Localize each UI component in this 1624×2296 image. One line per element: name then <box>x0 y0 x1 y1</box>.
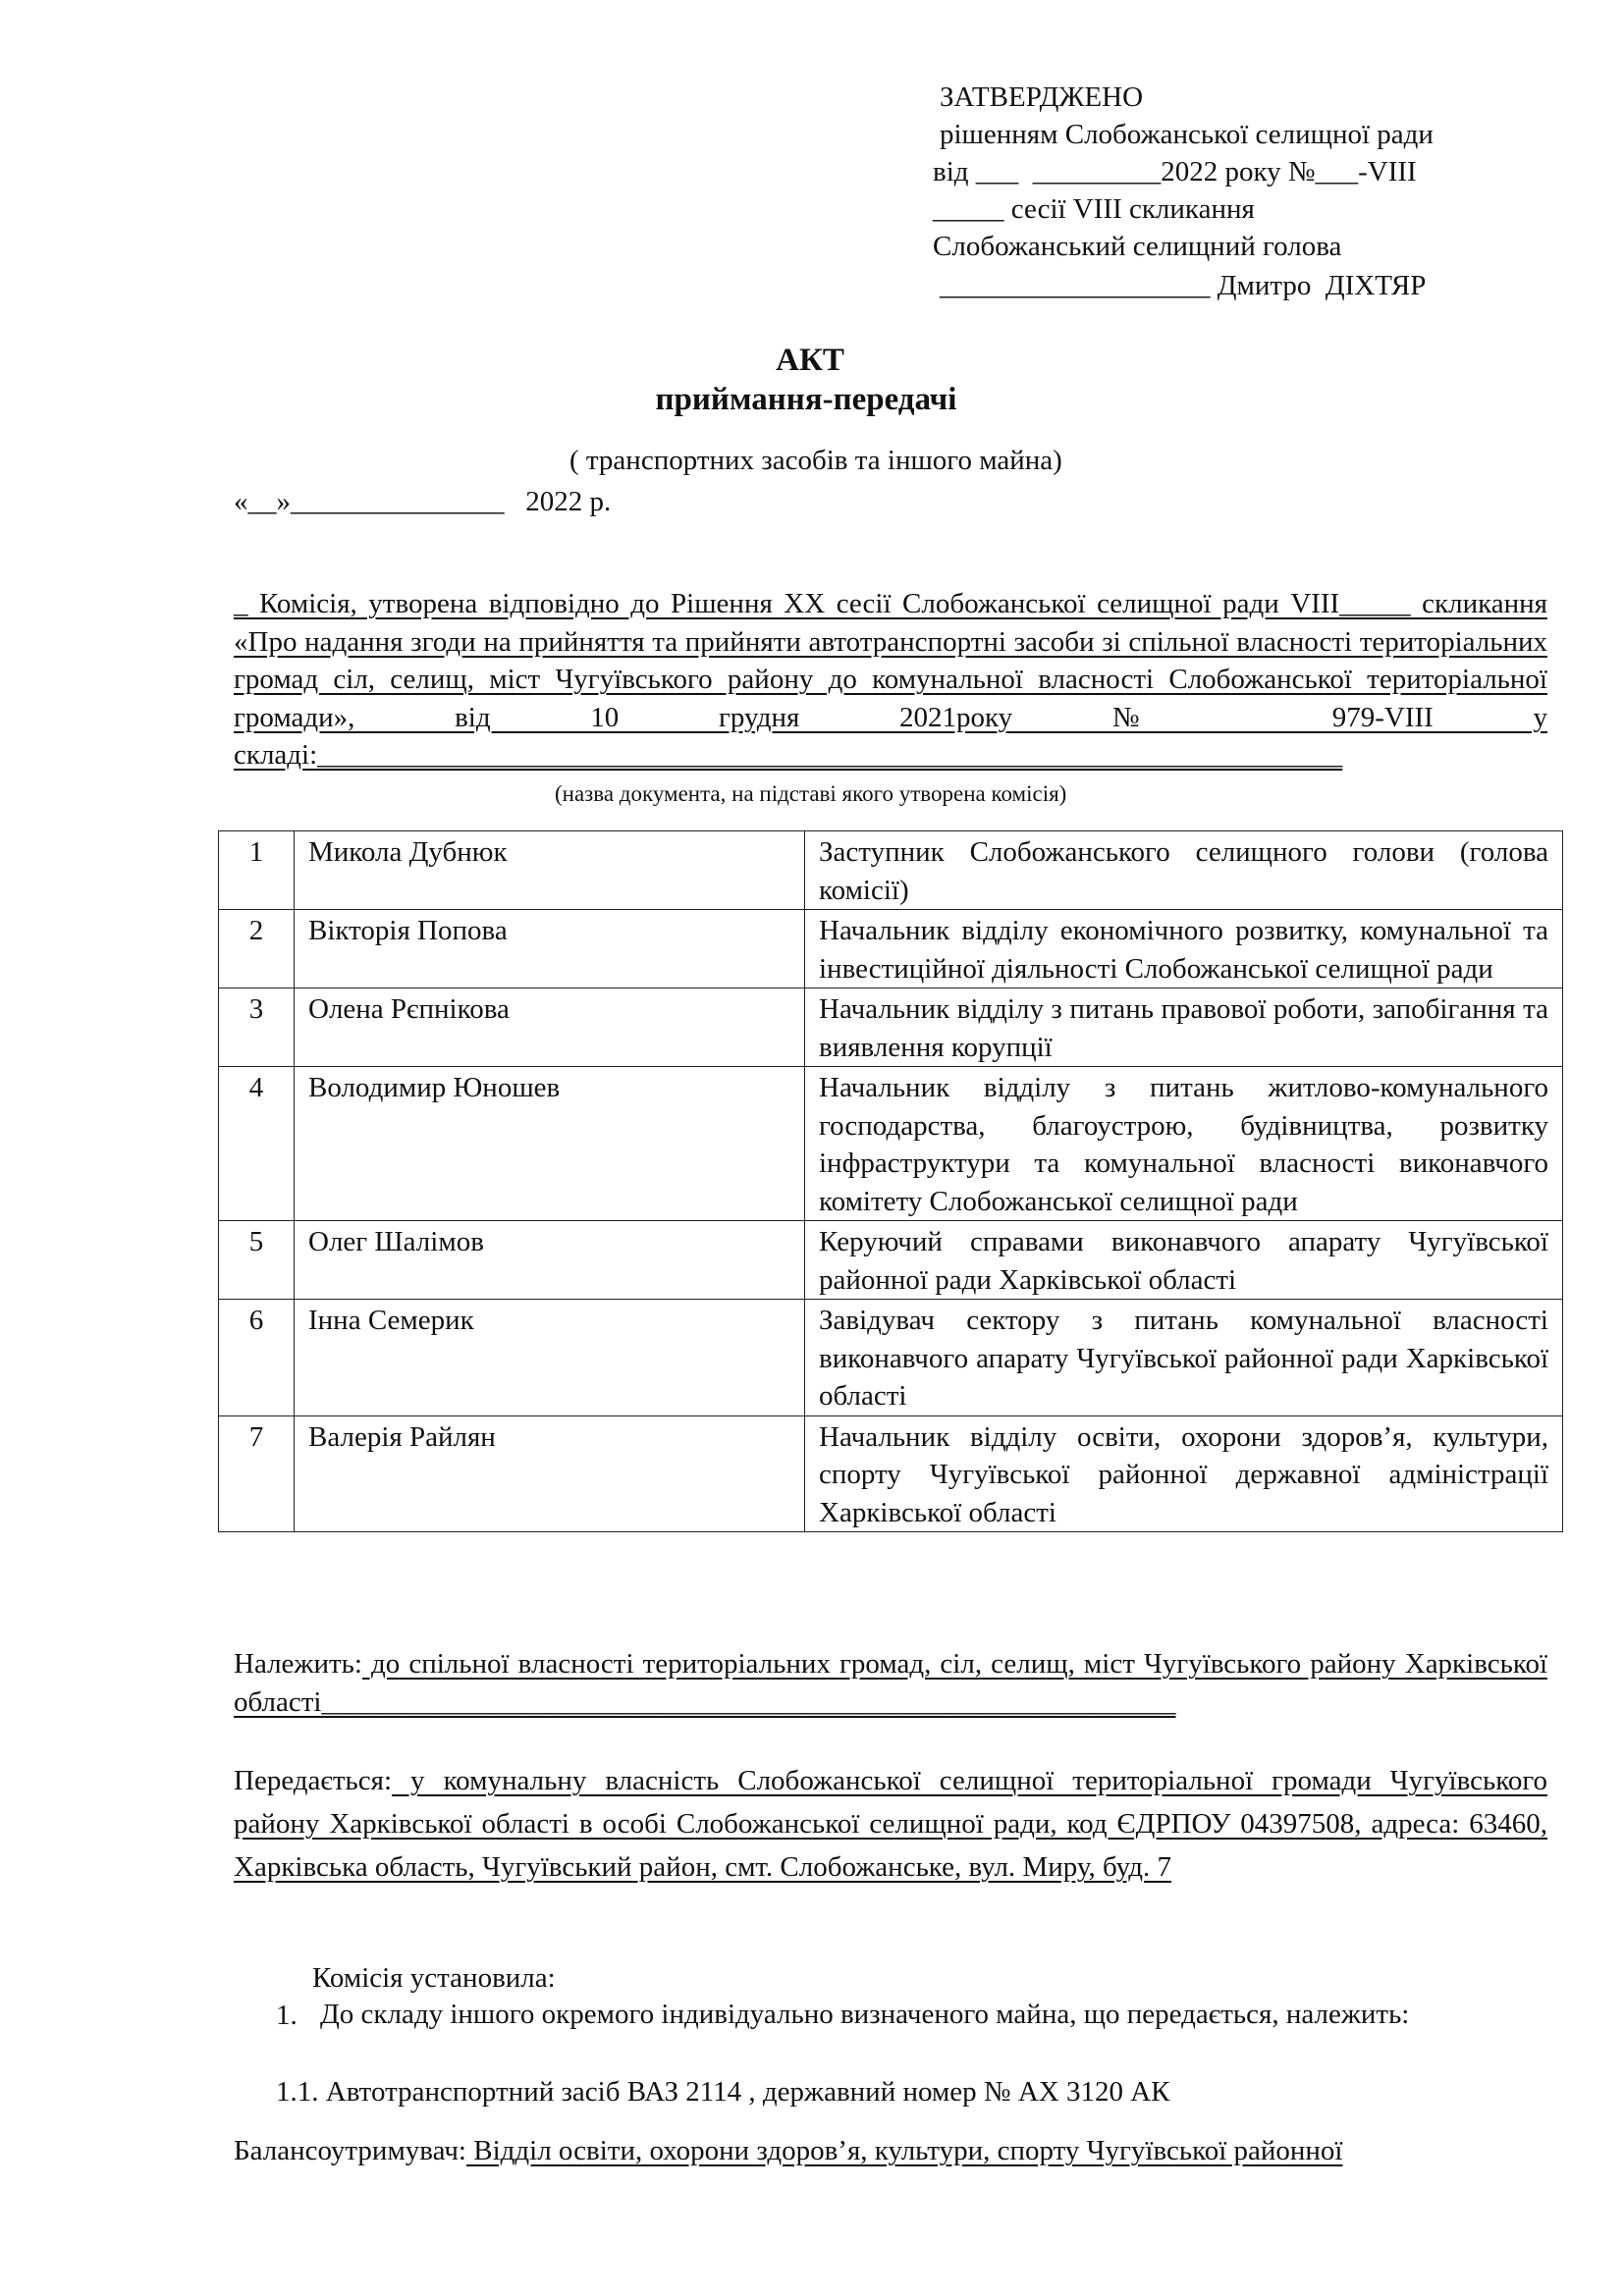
member-position: Начальник відділу з питань правової роботи, запобігання та виявлення корупції <box>805 988 1563 1067</box>
member-number: 7 <box>219 1415 295 1532</box>
member-name: Вікторія Попова <box>295 910 805 988</box>
findings-item-1-text: До складу іншого окремого індивідуально визначеного майна, що передається, належить: <box>320 1999 1410 2030</box>
member-row <box>219 1415 1563 1532</box>
document-scope: ( транспортних засобів та іншого майна) <box>569 445 1062 476</box>
member-name: Валерія Райлян <box>295 1415 805 1532</box>
member-position: Начальник відділу освіти, охорони здоров’я, культури, спорту Чугуївської районної державної адміністрації Харківської області <box>805 1415 1563 1532</box>
transferred-label: Передається: <box>234 1765 393 1796</box>
member-row <box>219 1221 1563 1300</box>
member-position: Начальник відділу економічного розвитку, комунальної та інвестиційної діяльності Слобожанської селищної ради <box>805 910 1563 988</box>
member-name: Микола Дубнюк <box>295 831 805 910</box>
belongs-value: до спільної власності територіальних громад, сіл, селищ, міст Чугуївського району Харківської області____________________________________________________________ <box>234 1648 1547 1718</box>
belongs-label: Належить: <box>234 1648 362 1680</box>
findings-intro: Комісія установила: <box>312 1962 556 1994</box>
belongs-paragraph <box>234 1645 1547 1721</box>
member-position: Керуючий справами виконавчого апарату Чугуївської районної ради Харківської області <box>805 1221 1563 1300</box>
document-subtitle: приймання-передачі <box>655 382 957 417</box>
findings-item-1-number: 1. <box>276 2000 298 2031</box>
balance-holder-label: Балансоутримувач: <box>234 2135 466 2166</box>
member-number: 2 <box>219 910 295 988</box>
member-name: Інна Семерик <box>295 1300 805 1416</box>
member-position: Завідувач сектору з питань комунальної власності виконавчого апарату Чугуївської районної ради Харківської області <box>805 1300 1563 1416</box>
balance-holder-line <box>234 2132 1343 2169</box>
approval-signature-line: ___________________ Дмитро ДІХТЯР <box>940 270 1427 301</box>
member-row <box>219 1067 1563 1221</box>
transferred-value: у комунальну власність Слобожанської селищної територіальної громади Чугуївського району Харківської області в особі Слобожанської селищної ради, код ЄДРПОУ 04397508, адреса: 63460, Харківська область, Чугуївський район, смт. Слобожанське, вул. Миру, буд. 7 <box>234 1765 1547 1883</box>
member-row <box>219 988 1563 1067</box>
approval-stamp-title: ЗАТВЕРДЖЕНО <box>940 81 1144 113</box>
commission-members-table <box>218 830 1563 1532</box>
member-number: 4 <box>219 1067 295 1221</box>
member-row <box>219 910 1563 988</box>
member-row <box>219 1300 1563 1416</box>
member-position: Начальник відділу з питань житлово-комунального господарства, благоустрою, будівництва, розвитку інфраструктури та комунальної власності виконавчого комітету Слобожанської селищної ради <box>805 1067 1563 1221</box>
findings-item-1-1: 1.1. Автотранспортний засіб ВАЗ 2114 , державний номер № АХ 3120 АК <box>276 2076 1170 2108</box>
member-position: Заступник Слобожанського селищного голови (голова комісії) <box>805 831 1563 910</box>
document-title: АКТ <box>776 343 844 378</box>
document-date: «__»_______________ 2022 р. <box>234 486 612 517</box>
member-name: Олег Шалімов <box>295 1221 805 1300</box>
member-number: 3 <box>219 988 295 1067</box>
member-name: Олена Рєпнікова <box>295 988 805 1067</box>
approval-date-line: від ___ _________2022 року №___-VIII <box>933 156 1417 187</box>
member-row <box>219 831 1563 910</box>
approval-decision-line: рішенням Слобожанської селищної ради <box>940 119 1434 150</box>
approval-session-line: _____ сесії VIII скликання <box>933 193 1255 225</box>
balance-holder-value: Відділ освіти, охорони здоров’я, культури, спорту Чугуївської районної <box>465 2135 1343 2166</box>
member-number: 5 <box>219 1221 295 1300</box>
transferred-paragraph <box>234 1759 1547 1889</box>
commission-basis-caption: (назва документа, на підставі якого утворена комісія) <box>555 781 1067 806</box>
member-number: 6 <box>219 1300 295 1416</box>
commission-basis-paragraph: _ Комісія, утворена відповідно до Рішення ХХ сесії Слобожанської селищної ради VIII_____ скликання «Про надання згоди на прийняття та прийняти автотранспортні засоби зі спільної власності територіальних громад сіл, селищ, міст Чугуївського району до комунальної власності Слобожанської територіальної громади», від 10 грудня 2021року № 979-VIII у складі:________________________________________________________________________ <box>234 588 1547 771</box>
member-number: 1 <box>219 831 295 910</box>
approval-head-title: Слобожанський селищний голова <box>933 231 1342 262</box>
member-name: Володимир Юношев <box>295 1067 805 1221</box>
